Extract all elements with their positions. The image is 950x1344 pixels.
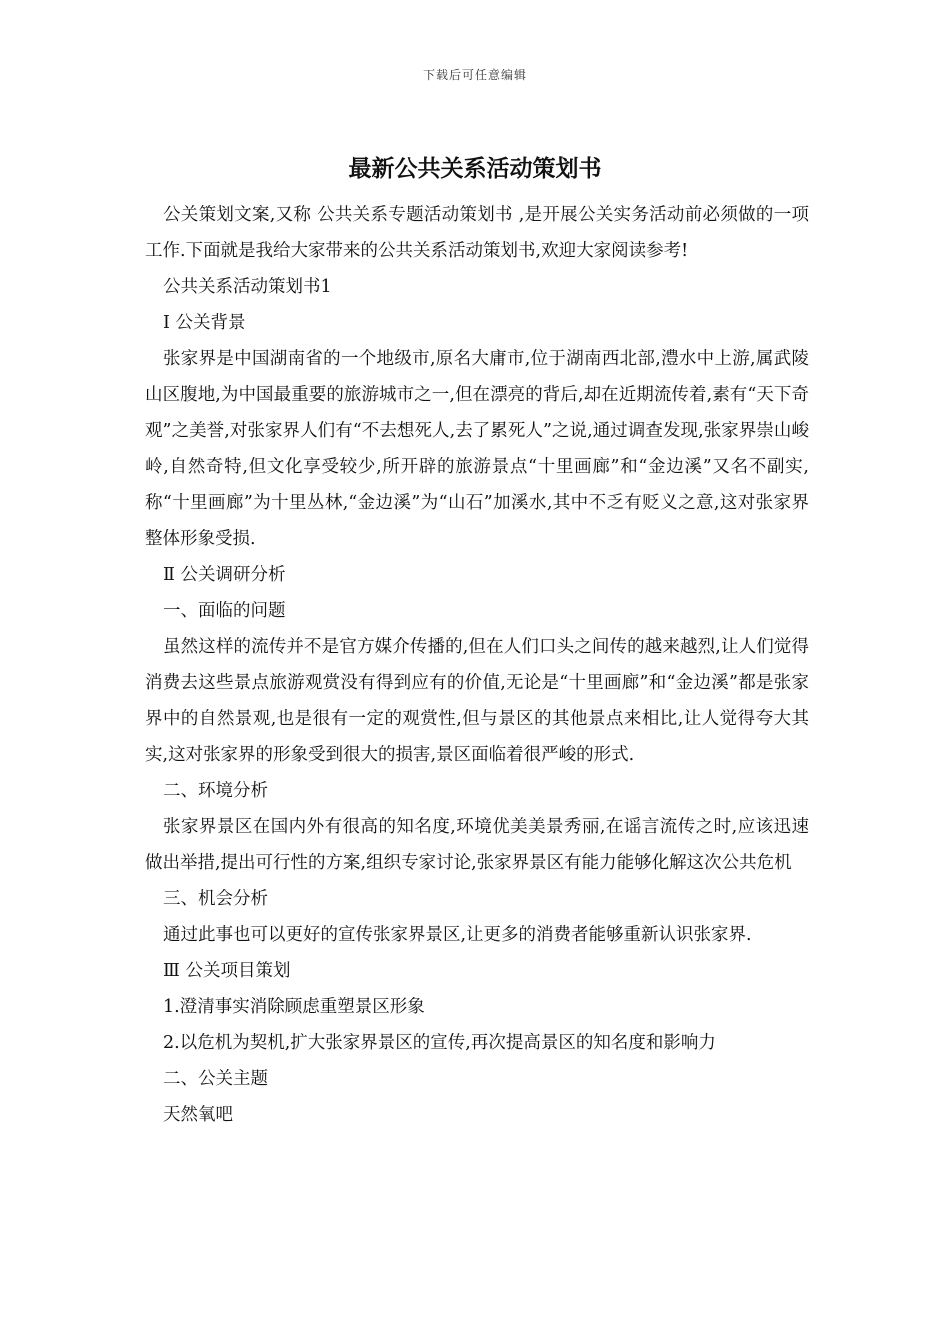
heading-background: Ⅰ 公关背景: [163, 313, 246, 333]
section-title: 公共关系活动策划书1: [163, 277, 332, 297]
heading-research: Ⅱ 公关调研分析: [163, 565, 286, 585]
page-title: 最新公共关系活动策划书: [348, 156, 602, 182]
list-item-2: 2.以危机为契机,扩大张家界景区的宣传,再次提高景区的知名度和影响力: [163, 1033, 716, 1053]
heading-opportunity: 三、机会分析: [163, 889, 268, 909]
paragraph-problem: 虽然这样的流传并不是官方媒介传播的,但在人们口头之间传的越来越烈,让人们觉得消费去这些景点旅游观赏没有得到应有的价值,无论是“十里画廊”和“金边溪”都是张家界中的自然景观,也是很有一定的观赏性,但与景区的其他景点来相比,让人觉得夸大其实,这对张家界的形象受到很大的损害,景区面临着很严峻的形式.: [145, 637, 809, 765]
paragraph-background: 张家界是中国湖南省的一个地级市,原名大庸市,位于湖南西北部,澧水中上游,属武陵山区腹地,为中国最重要的旅游城市之一,但在漂亮的背后,却在近期流传着,素有“天下奇观”之美誉,对张家界人们有“不去想死人,去了累死人”之说,通过调查发现,张家界崇山峻岭,自然奇特,但文化享受较少,所开辟的旅游景点“十里画廊”和“金边溪”又名不副实,称“十里画廊”为十里丛林,“金边溪”为“山石”加溪水,其中不乏有贬义之意,这对张家界整体形象受损.: [145, 349, 809, 549]
intro-paragraph: 公关策划文案,又称 公共关系专题活动策划书 ,是开展公关实务活动前必须做的一项工作.下面就是我给大家带来的公共关系活动策划书,欢迎大家阅读参考!: [145, 205, 809, 261]
header-note: 下载后可任意编辑: [422, 68, 527, 82]
paragraph-opportunity: 通过此事也可以更好的宣传张家界景区,让更多的消费者能够重新认识张家界.: [163, 925, 752, 945]
heading-environment: 二、环境分析: [163, 781, 268, 801]
heading-project: Ⅲ 公关项目策划: [163, 961, 291, 981]
heading-theme: 二、公关主题: [163, 1069, 268, 1089]
list-item-1: 1.澄清事实消除顾虑重塑景区形象: [163, 997, 425, 1017]
heading-problem: 一、面临的问题: [163, 601, 286, 621]
paragraph-theme: 天然氧吧: [163, 1105, 233, 1125]
paragraph-environment: 张家界景区在国内外有很高的知名度,环境优美美景秀丽,在谣言流传之时,应该迅速做出举措,提出可行性的方案,组织专家讨论,张家界景区有能力能够化解这次公共危机: [145, 817, 809, 873]
document-body: [145, 197, 809, 1133]
